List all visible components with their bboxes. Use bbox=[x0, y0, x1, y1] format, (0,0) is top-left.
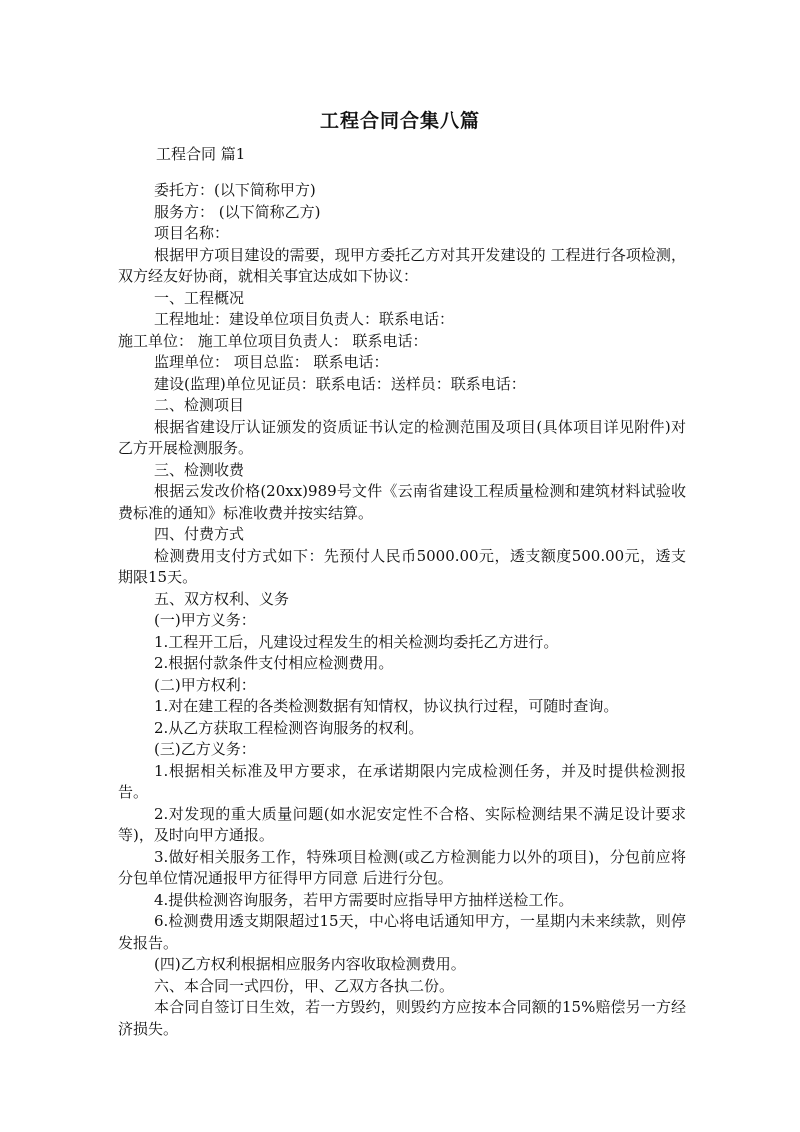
paragraph: 六、本合同一式四份，甲、乙双方各执二份。 bbox=[154, 976, 455, 995]
paragraph: 施工单位： 施工单位项目负责人： 联系电话： bbox=[118, 331, 428, 350]
paragraph: 1.对在建工程的各类检测数据有知情权，协议执行过程，可随时查询。 bbox=[154, 697, 619, 715]
document-subtitle: 工程合同 篇1 bbox=[156, 145, 246, 163]
paragraph: 根据云发改价格(20xx)989号文件《云南省建设工程质量检测和建筑材料试验收费标准的通知》标准收费并按实结算。 bbox=[118, 482, 686, 522]
document-body bbox=[118, 180, 686, 1040]
paragraph: 项目名称： bbox=[154, 224, 230, 242]
paragraph: 本合同自签订日生效，若一方毁约，则毁约方应按本合同额的15%赔偿另一方经济损失。 bbox=[118, 998, 686, 1038]
paragraph: 委托方：(以下简称甲方) bbox=[154, 181, 316, 199]
paragraph: (三)乙方义务： bbox=[154, 740, 256, 758]
paragraph: (二)甲方权利： bbox=[154, 675, 256, 694]
paragraph: 建设(监理)单位见证员：联系电话：送样员：联系电话： bbox=[154, 374, 526, 393]
paragraph: 根据甲方项目建设的需要，现甲方委托乙方对其开发建设的 工程进行各项检测，双方经友好协商，就相关事宜达成如下协议： bbox=[118, 245, 686, 285]
paragraph: 6.检测费用透支期限超过15天，中心将电话通知甲方，一星期内未来续款，则停发报告。 bbox=[118, 912, 686, 952]
paragraph: (一)甲方义务： bbox=[154, 611, 256, 629]
paragraph: 监理单位： 项目总监： 联系电话： bbox=[154, 353, 389, 371]
paragraph: 3.做好相关服务工作，特殊项目检测(或乙方检测能力以外的项目)，分包前应将分包单位情况通报甲方征得甲方同意 后进行分包。 bbox=[118, 847, 686, 887]
paragraph: 五、双方权利、义务 bbox=[154, 589, 290, 608]
paragraph: 根据省建设厅认证颁发的资质证书认定的检测范围及项目(具体项目详见附件)对乙方开展检测服务。 bbox=[118, 417, 686, 457]
paragraph: 4.提供检测咨询服务，若甲方需要时应指导甲方抽样送检工作。 bbox=[154, 890, 574, 909]
paragraph: 三、检测收费 bbox=[154, 460, 245, 479]
paragraph: 1.工程开工后，凡建设过程发生的相关检测均委托乙方进行。 bbox=[154, 632, 559, 651]
paragraph: 一、工程概况 bbox=[154, 288, 245, 307]
paragraph: 服务方： (以下简称乙方) bbox=[154, 202, 321, 221]
paragraph: 2.对发现的重大质量问题(如水泥安定性不合格、实际检测结果不满足设计要求等)，及时向甲方通报。 bbox=[118, 804, 686, 844]
paragraph: 工程地址：建设单位项目负责人：联系电话： bbox=[154, 310, 455, 328]
paragraph: 四、付费方式 bbox=[154, 525, 245, 543]
paragraph: 1.根据相关标准及甲方要求，在承诺期限内完成检测任务，并及时提供检测报告。 bbox=[118, 761, 686, 801]
paragraph: 2.从乙方获取工程检测咨询服务的权利。 bbox=[154, 718, 424, 737]
document-title: 工程合同合集八篇 bbox=[319, 110, 480, 132]
paragraph: 检测费用支付方式如下：先预付人民币5000.00元，透支额度500.00元，透支期限15天。 bbox=[118, 546, 686, 586]
paragraph: 二、检测项目 bbox=[154, 396, 245, 414]
paragraph: 2.根据付款条件支付相应检测费用。 bbox=[154, 654, 394, 672]
paragraph: (四)乙方权利根据相应服务内容收取检测费用。 bbox=[154, 955, 466, 973]
